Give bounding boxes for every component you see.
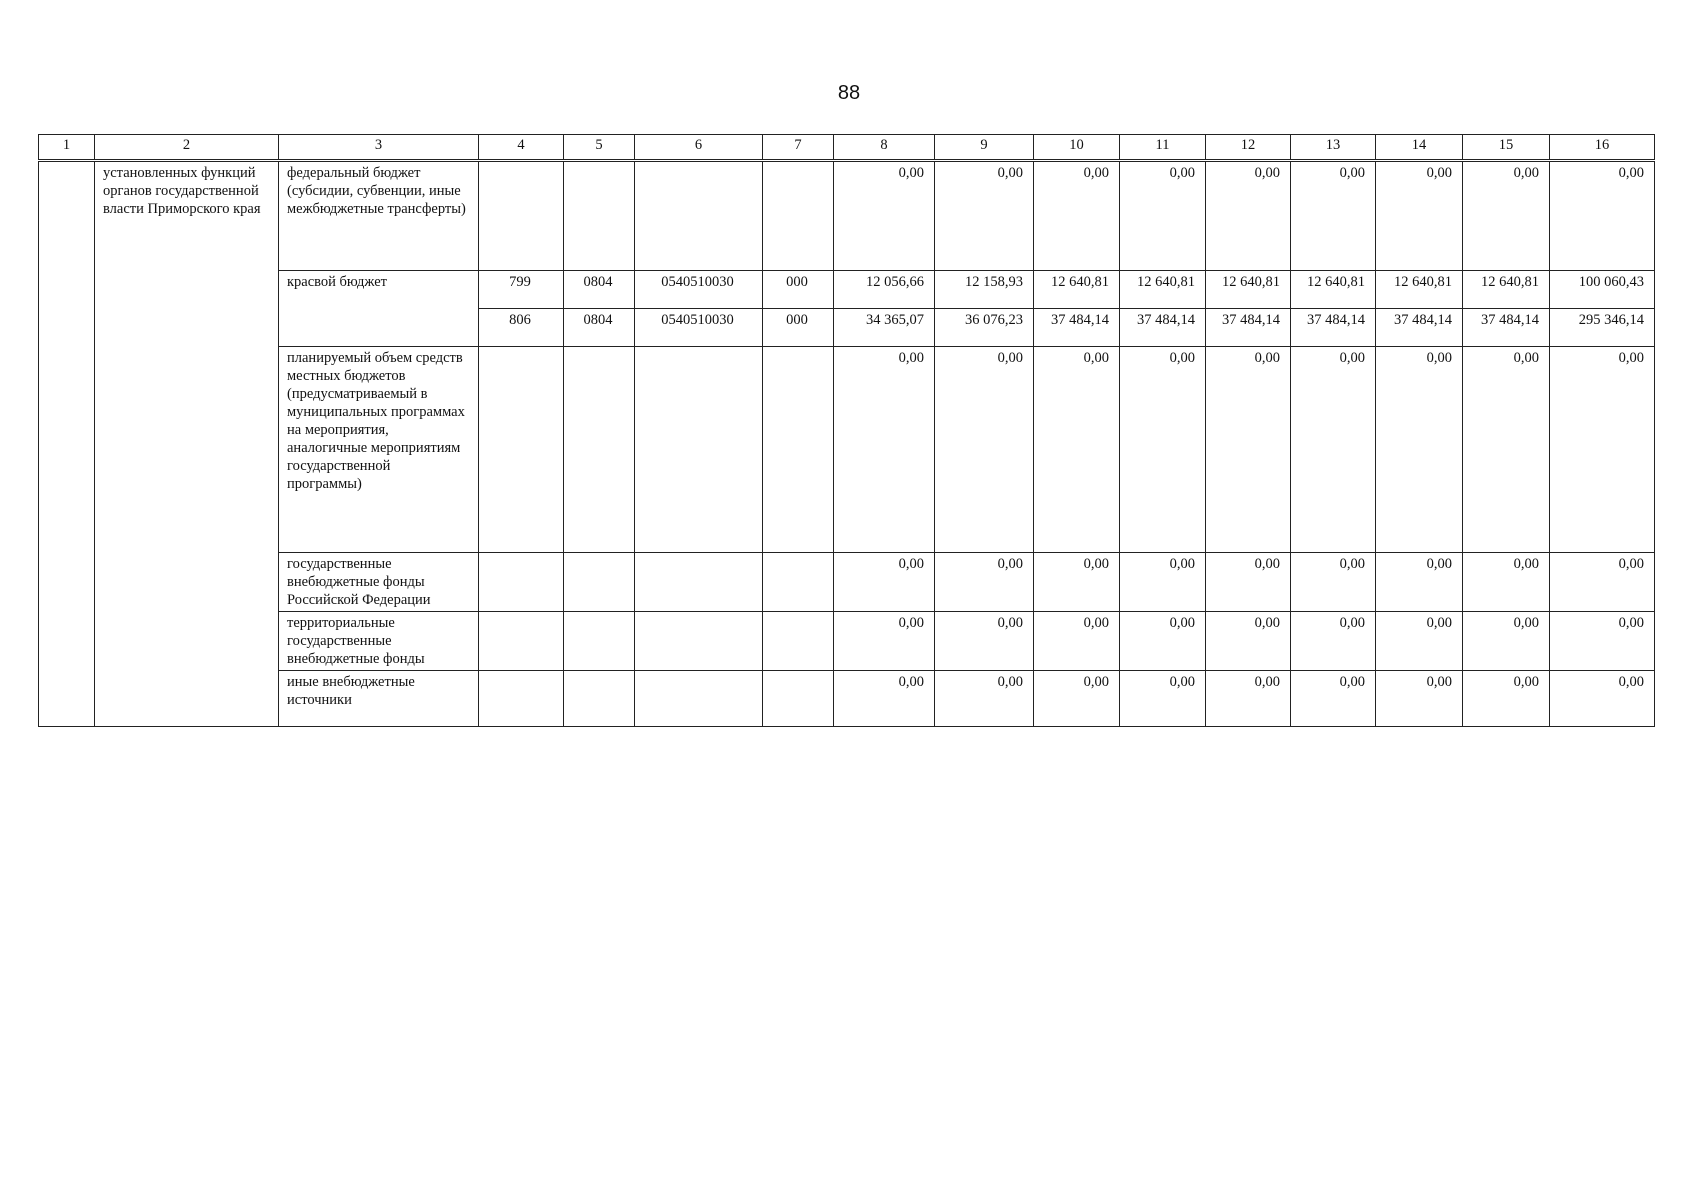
- header-cell: 5: [564, 135, 635, 161]
- header-cell: 4: [479, 135, 564, 161]
- value-cell: 0,00: [1206, 161, 1291, 271]
- code-cell: 000: [763, 309, 834, 347]
- value-cell: 12 640,81: [1206, 271, 1291, 309]
- header-cell: 2: [95, 135, 279, 161]
- value-cell: 0,00: [935, 671, 1034, 727]
- value-cell: 0,00: [834, 553, 935, 612]
- code-cell: [479, 671, 564, 727]
- value-cell: 0,00: [1291, 553, 1376, 612]
- code-cell: 806: [479, 309, 564, 347]
- code-cell: [763, 671, 834, 727]
- value-cell: 0,00: [1376, 671, 1463, 727]
- funding-source: территориальные государственные внебюджетные фонды: [279, 612, 479, 671]
- funding-source: планируемый объем средств местных бюджетов (предусматриваемый в муниципальных программах на мероприятия, аналогичные мероприятиям государственной программы): [279, 347, 479, 553]
- value-cell: 0,00: [1291, 161, 1376, 271]
- header-cell: 3: [279, 135, 479, 161]
- value-cell: 0,00: [935, 347, 1034, 553]
- table-row: [39, 271, 1655, 309]
- code-cell: 000: [763, 271, 834, 309]
- header-cell: 15: [1463, 135, 1550, 161]
- value-cell: 0,00: [834, 671, 935, 727]
- value-cell: 0,00: [1120, 347, 1206, 553]
- code-cell: 0540510030: [635, 271, 763, 309]
- funding-source: иные внебюджетные источники: [279, 671, 479, 727]
- value-cell: 0,00: [1291, 612, 1376, 671]
- value-cell: 0,00: [1206, 347, 1291, 553]
- code-cell: [763, 612, 834, 671]
- value-cell: 0,00: [834, 612, 935, 671]
- funding-source: федеральный бюджет (субсидии, субвенции, иные межбюджетные трансферты): [279, 161, 479, 271]
- code-cell: [635, 347, 763, 553]
- code-cell: [763, 161, 834, 271]
- value-cell: 12 056,66: [834, 271, 935, 309]
- value-cell: 37 484,14: [1034, 309, 1120, 347]
- code-cell: 799: [479, 271, 564, 309]
- value-cell: 37 484,14: [1376, 309, 1463, 347]
- event-description: установленных функций органов государственной власти Приморского края: [95, 161, 279, 727]
- funding-source: красвой бюджет: [279, 271, 479, 347]
- value-cell: 0,00: [1376, 612, 1463, 671]
- value-cell: 12 640,81: [1291, 271, 1376, 309]
- value-cell: 0,00: [1120, 612, 1206, 671]
- value-cell: 37 484,14: [1463, 309, 1550, 347]
- value-cell: 0,00: [1376, 347, 1463, 553]
- code-cell: [564, 612, 635, 671]
- code-cell: [564, 347, 635, 553]
- code-cell: [479, 612, 564, 671]
- header-cell: 13: [1291, 135, 1376, 161]
- value-cell: 0,00: [834, 347, 935, 553]
- header-cell: 12: [1206, 135, 1291, 161]
- value-cell: 0,00: [1463, 612, 1550, 671]
- value-cell: 0,00: [1120, 553, 1206, 612]
- value-cell: 12 640,81: [1376, 271, 1463, 309]
- value-cell: 295 346,14: [1550, 309, 1655, 347]
- value-cell: 0,00: [1206, 612, 1291, 671]
- code-cell: [763, 347, 834, 553]
- table-row: [39, 612, 1655, 671]
- code-cell: [635, 671, 763, 727]
- value-cell: 0,00: [1291, 347, 1376, 553]
- table-row: [39, 553, 1655, 612]
- value-cell: 0,00: [1550, 347, 1655, 553]
- value-cell: 12 640,81: [1120, 271, 1206, 309]
- value-cell: 0,00: [1120, 671, 1206, 727]
- value-cell: 12 158,93: [935, 271, 1034, 309]
- header-cell: 8: [834, 135, 935, 161]
- value-cell: 0,00: [935, 612, 1034, 671]
- code-cell: [763, 553, 834, 612]
- value-cell: 36 076,23: [935, 309, 1034, 347]
- value-cell: 0,00: [1463, 347, 1550, 553]
- header-cell: 10: [1034, 135, 1120, 161]
- table-row: [39, 161, 1655, 271]
- header-cell: 6: [635, 135, 763, 161]
- value-cell: 34 365,07: [834, 309, 935, 347]
- header-cell: 1: [39, 135, 95, 161]
- value-cell: 0,00: [1034, 671, 1120, 727]
- code-cell: [479, 347, 564, 553]
- value-cell: 0,00: [834, 161, 935, 271]
- value-cell: 0,00: [1463, 671, 1550, 727]
- header-row: [39, 135, 1655, 161]
- value-cell: 12 640,81: [1463, 271, 1550, 309]
- code-cell: [564, 553, 635, 612]
- value-cell: 0,00: [1291, 671, 1376, 727]
- code-cell: [479, 161, 564, 271]
- code-cell: [564, 161, 635, 271]
- funding-source: государственные внебюджетные фонды Российской Федерации: [279, 553, 479, 612]
- value-cell: 0,00: [1034, 553, 1120, 612]
- budget-table: [38, 134, 1655, 727]
- value-cell: 0,00: [1034, 161, 1120, 271]
- code-cell: 0804: [564, 309, 635, 347]
- header-cell: 14: [1376, 135, 1463, 161]
- header-cell: 11: [1120, 135, 1206, 161]
- value-cell: 0,00: [1463, 553, 1550, 612]
- code-cell: [635, 612, 763, 671]
- value-cell: 100 060,43: [1550, 271, 1655, 309]
- code-cell: [564, 671, 635, 727]
- value-cell: 37 484,14: [1206, 309, 1291, 347]
- value-cell: 0,00: [1376, 553, 1463, 612]
- value-cell: 0,00: [1550, 553, 1655, 612]
- header-cell: 16: [1550, 135, 1655, 161]
- code-cell: [479, 553, 564, 612]
- value-cell: 0,00: [935, 161, 1034, 271]
- value-cell: 0,00: [1120, 161, 1206, 271]
- code-cell: [635, 553, 763, 612]
- value-cell: 0,00: [1550, 671, 1655, 727]
- header-cell: 7: [763, 135, 834, 161]
- header-cell: 9: [935, 135, 1034, 161]
- page-number: 88: [837, 82, 861, 104]
- value-cell: 0,00: [1376, 161, 1463, 271]
- value-cell: 0,00: [935, 553, 1034, 612]
- code-cell: 0804: [564, 271, 635, 309]
- value-cell: 0,00: [1206, 671, 1291, 727]
- code-cell: 0540510030: [635, 309, 763, 347]
- value-cell: 0,00: [1463, 161, 1550, 271]
- value-cell: 0,00: [1206, 553, 1291, 612]
- table-row: [39, 347, 1655, 553]
- table-row: [39, 671, 1655, 727]
- value-cell: 0,00: [1034, 612, 1120, 671]
- value-cell: 37 484,14: [1291, 309, 1376, 347]
- col1-cell: [39, 161, 95, 727]
- value-cell: 37 484,14: [1120, 309, 1206, 347]
- code-cell: [635, 161, 763, 271]
- value-cell: 0,00: [1550, 612, 1655, 671]
- value-cell: 0,00: [1550, 161, 1655, 271]
- value-cell: 0,00: [1034, 347, 1120, 553]
- value-cell: 12 640,81: [1034, 271, 1120, 309]
